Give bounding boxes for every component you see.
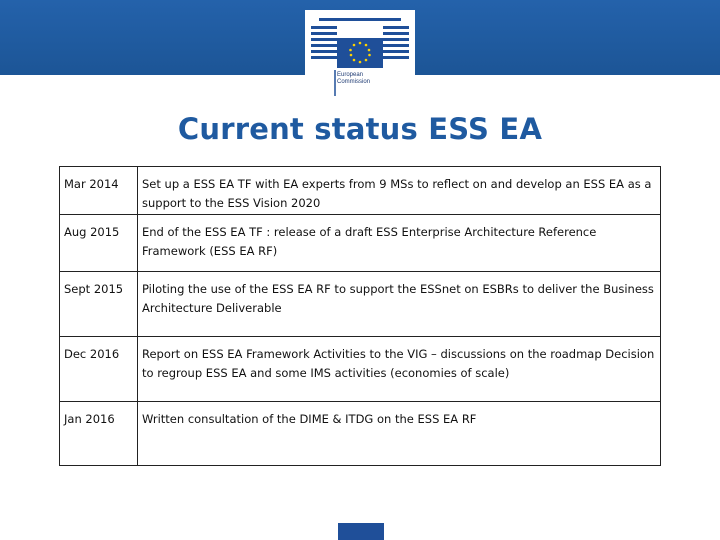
table-row [60, 402, 661, 466]
table-row [60, 167, 661, 215]
row-date: Mar 2014 [60, 167, 138, 215]
row-date: Jan 2016 [60, 402, 138, 466]
table-row [60, 272, 661, 337]
status-table [59, 166, 661, 466]
row-description: Written consultation of the DIME & ITDG on the ESS EA RF [138, 402, 661, 466]
logo-wordmark [337, 72, 370, 86]
logo-line-1: European [337, 72, 364, 78]
page-title: Current status ESS EA [177, 112, 543, 146]
row-date: Dec 2016 [60, 337, 138, 402]
row-description: End of the ESS EA TF : release of a draft ESS Enterprise Architecture Reference Framework (ESS EA RF) [138, 215, 661, 272]
footer-flag-icon [338, 523, 384, 540]
row-description: Set up a ESS EA TF with EA experts from 9 MSs to reflect on and develop an ESS EA as a support to the ESS Vision 2020 [138, 167, 661, 215]
table-row [60, 337, 661, 402]
logo-line-2: Commission [337, 79, 371, 85]
row-date: Sept 2015 [60, 272, 138, 337]
row-description: Report on ESS EA Framework Activities to the VIG – discussions on the roadmap Decision to regroup ESS EA and some IMS activities (economies of scale) [138, 337, 661, 402]
table-row [60, 215, 661, 272]
row-date: Aug 2015 [60, 215, 138, 272]
european-commission-logo [305, 10, 415, 98]
row-description: Piloting the use of the ESS EA RF to support the ESSnet on ESBRs to deliver the Business Architecture Deliverable [138, 272, 661, 337]
